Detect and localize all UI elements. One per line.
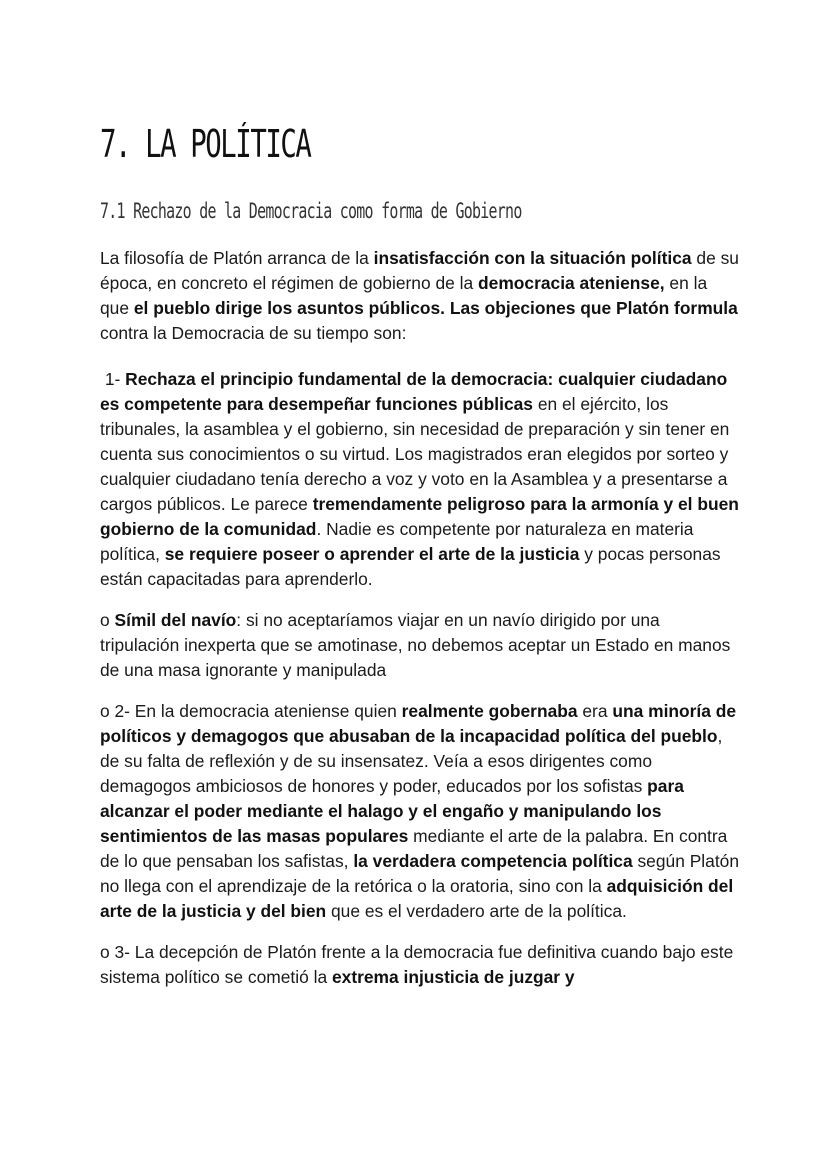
paragraph-objection-3 xyxy=(100,940,740,990)
text-span: mediante el arte de la palabra. En contra de lo que pensaban los safistas, xyxy=(100,826,728,871)
text-span: 1- xyxy=(100,369,126,389)
text-span: . Nadie es competente por naturaleza en materia política, xyxy=(100,519,694,564)
bold-text: una minoría de políticos y demagogos que abusaban de la incapacidad política del pueblo xyxy=(100,701,737,746)
bold-text: insatisfacción con la situación política xyxy=(373,248,692,268)
document-content xyxy=(100,116,740,990)
bold-text: extrema injusticia de juzgar y xyxy=(331,967,575,987)
text-span: o 3- La decepción de Platón frente a la democracia fue definitiva cuando bajo este sistema político se cometió la xyxy=(100,942,734,987)
text-span: , de su falta de reflexión y de su insensatez. Veía a esos dirigentes como demagogos ambiciosos de honores y poder, educados por los sofistas xyxy=(100,726,723,796)
text-span: o xyxy=(100,610,115,630)
text-span: contra la Democracia de su tiempo son: xyxy=(100,323,407,343)
paragraph-simil-navio xyxy=(100,608,740,683)
paragraph-objection-1 xyxy=(100,367,740,592)
text-span: y pocas personas están capacitadas para aprenderlo. xyxy=(100,544,721,589)
text-span: en el ejército, los tribunales, la asamblea y el gobierno, sin necesidad de preparación y sin tener en cuenta sus conocimientos o su virtud. Los magistrados eran elegidos por sorteo y cualquier ciudadano tenía derecho a voz y voto en la Asamblea y a presentarse a cargos públicos. Le parece xyxy=(100,394,730,514)
bold-text: para alcanzar el poder mediante el halago y el engaño y manipulando los sentimientos de las masas populares xyxy=(100,776,684,846)
bold-text: tremendamente peligroso para la armonía y el buen gobierno de la comunidad xyxy=(100,494,739,539)
bold-text: democracia ateniense, xyxy=(478,273,665,293)
section-title: 7. LA POLÍTICA xyxy=(100,122,311,166)
text-span: o 2- En la democracia ateniense quien xyxy=(100,701,402,721)
paragraph-objection-2 xyxy=(100,699,740,924)
bold-text: Símil del navío xyxy=(114,610,237,630)
bold-text: se requiere poseer o aprender el arte de la justicia xyxy=(164,544,580,564)
subsection-title: 7.1 Rechazo de la Democracia como forma de Gobierno xyxy=(100,199,522,223)
text-span: en la que xyxy=(100,273,708,318)
bold-text: la verdadera competencia política xyxy=(353,851,633,871)
bold-text: Rechaza el principio fundamental de la democracia: cualquier ciudadano es competente para desempeñar funciones públicas xyxy=(100,369,728,414)
text-span: que es el verdadero arte de la política. xyxy=(326,901,627,921)
bold-text: el pueblo dirige los asuntos públicos. Las objeciones que Platón formula xyxy=(133,298,738,318)
text-span: La filosofía de Platón arranca de la xyxy=(100,248,374,268)
text-span: : si no aceptaríamos viajar en un navío dirigido por una tripulación inexperta que se amotinase, no debemos aceptar un Estado en manos de una masa ignorante y manipulada xyxy=(100,610,731,680)
text-span: de su época, en concreto el régimen de gobierno de la xyxy=(100,248,739,293)
bold-text: adquisición del arte de la justicia y del bien xyxy=(100,876,734,921)
bold-text: realmente gobernaba xyxy=(401,701,578,721)
paragraph-intro xyxy=(100,246,740,346)
text-span: según Platón no llega con el aprendizaje de la retórica o la oratoria, sino con la xyxy=(100,851,740,896)
text-span: era xyxy=(577,701,613,721)
